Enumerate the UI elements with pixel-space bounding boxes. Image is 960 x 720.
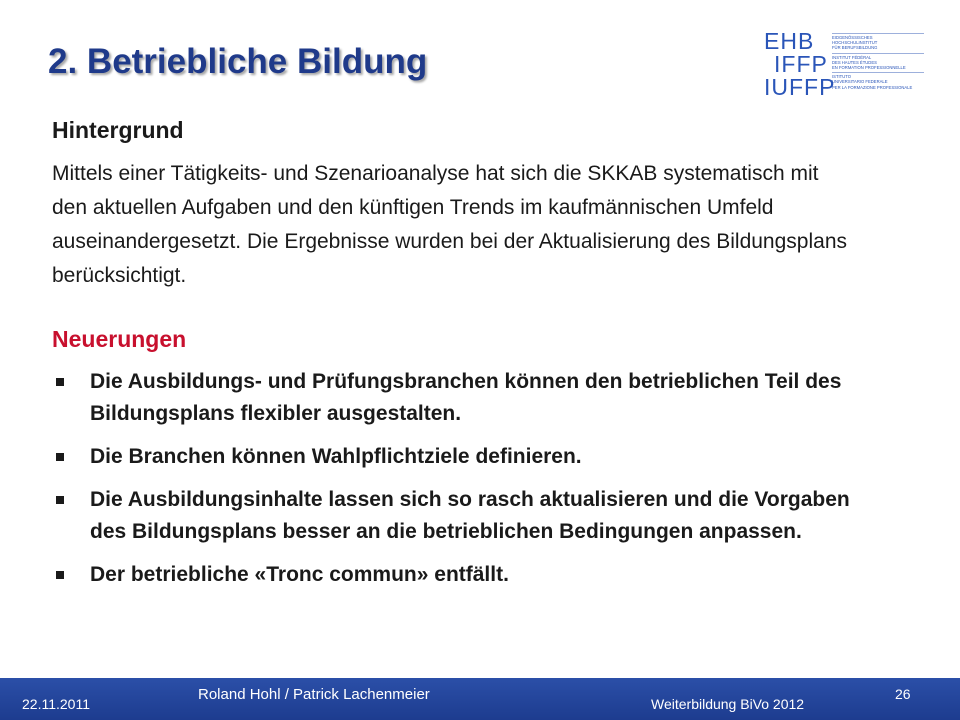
list-item-text: Die Branchen können Wahlpflichtziele definieren. bbox=[90, 445, 582, 468]
logo-letters bbox=[764, 28, 836, 100]
logo-line: UNIVERSITARIO FEDERALE bbox=[832, 79, 888, 85]
footer-event: Weiterbildung BiVo 2012 bbox=[651, 696, 805, 712]
logo-line: HOCHSCHULINSTITUT bbox=[832, 40, 878, 46]
square-bullet-icon bbox=[56, 453, 64, 461]
list-item bbox=[52, 559, 872, 591]
ehb-logo bbox=[764, 28, 924, 100]
background-text: Mittels einer Tätigkeits- und Szenarioanalyse hat sich die SKKAB systematisch mit den aktuellen Aufgaben und den künftigen Trends im kaufmännischen Umfeld auseinandergesetzt. Die Ergebnisse wurden bei der Aktualisierung des Bildungsplans berücksichtigt. bbox=[52, 162, 847, 287]
logo-letters-iffp: IFFP bbox=[774, 51, 828, 77]
logo-line: ISTITUTO bbox=[832, 74, 851, 80]
slide-title: 2. Betriebliche Bildung bbox=[48, 42, 428, 81]
background-heading: Hintergrund bbox=[52, 117, 184, 143]
footer-authors: Roland Hohl / Patrick Lachenmeier bbox=[198, 686, 430, 703]
square-bullet-icon bbox=[56, 571, 64, 579]
logo-line: FÜR BERUFSBILDUNG bbox=[832, 45, 878, 51]
logo-letters-iuffp: IUFFP bbox=[764, 74, 836, 100]
footer-page-number: 26 bbox=[895, 686, 911, 702]
logo-line: INSTITUT FÉDÉRAL bbox=[832, 54, 872, 60]
logo-institution-names bbox=[832, 33, 924, 92]
logo-line: DES HAUTES ÉTUDES bbox=[832, 59, 877, 65]
news-list bbox=[52, 366, 872, 602]
list-item-text: Der betriebliche «Tronc commun» entfällt. bbox=[90, 563, 509, 586]
logo-line: PER LA FORMAZIONE PROFESSIONALE bbox=[832, 84, 913, 90]
logo-letters-ehb: EHB bbox=[764, 28, 815, 54]
list-item bbox=[52, 484, 872, 548]
footer-date: 22.11.2011 bbox=[22, 696, 90, 712]
square-bullet-icon bbox=[56, 496, 64, 504]
news-heading: Neuerungen bbox=[52, 326, 187, 352]
logo-group-de bbox=[832, 33, 924, 51]
list-item-text: Die Ausbildungs- und Prüfungsbranchen können den betrieblichen Teil des Bildungsplans flexibler ausgestalten. bbox=[90, 370, 842, 425]
slide-footer bbox=[0, 678, 960, 720]
list-item-text: Die Ausbildungsinhalte lassen sich so rasch aktualisieren und die Vorgaben des Bildungsplans besser an die betrieblichen Bedingungen anpassen. bbox=[90, 488, 850, 543]
logo-group-fr bbox=[832, 53, 924, 71]
square-bullet-icon bbox=[56, 378, 64, 386]
logo-line: EIDGENÖSSISCHES bbox=[832, 35, 873, 40]
logo-line: EN FORMATION PROFESSIONNELLE bbox=[832, 65, 906, 71]
list-item bbox=[52, 441, 872, 473]
list-item bbox=[52, 366, 872, 430]
logo-group-it bbox=[832, 72, 924, 90]
